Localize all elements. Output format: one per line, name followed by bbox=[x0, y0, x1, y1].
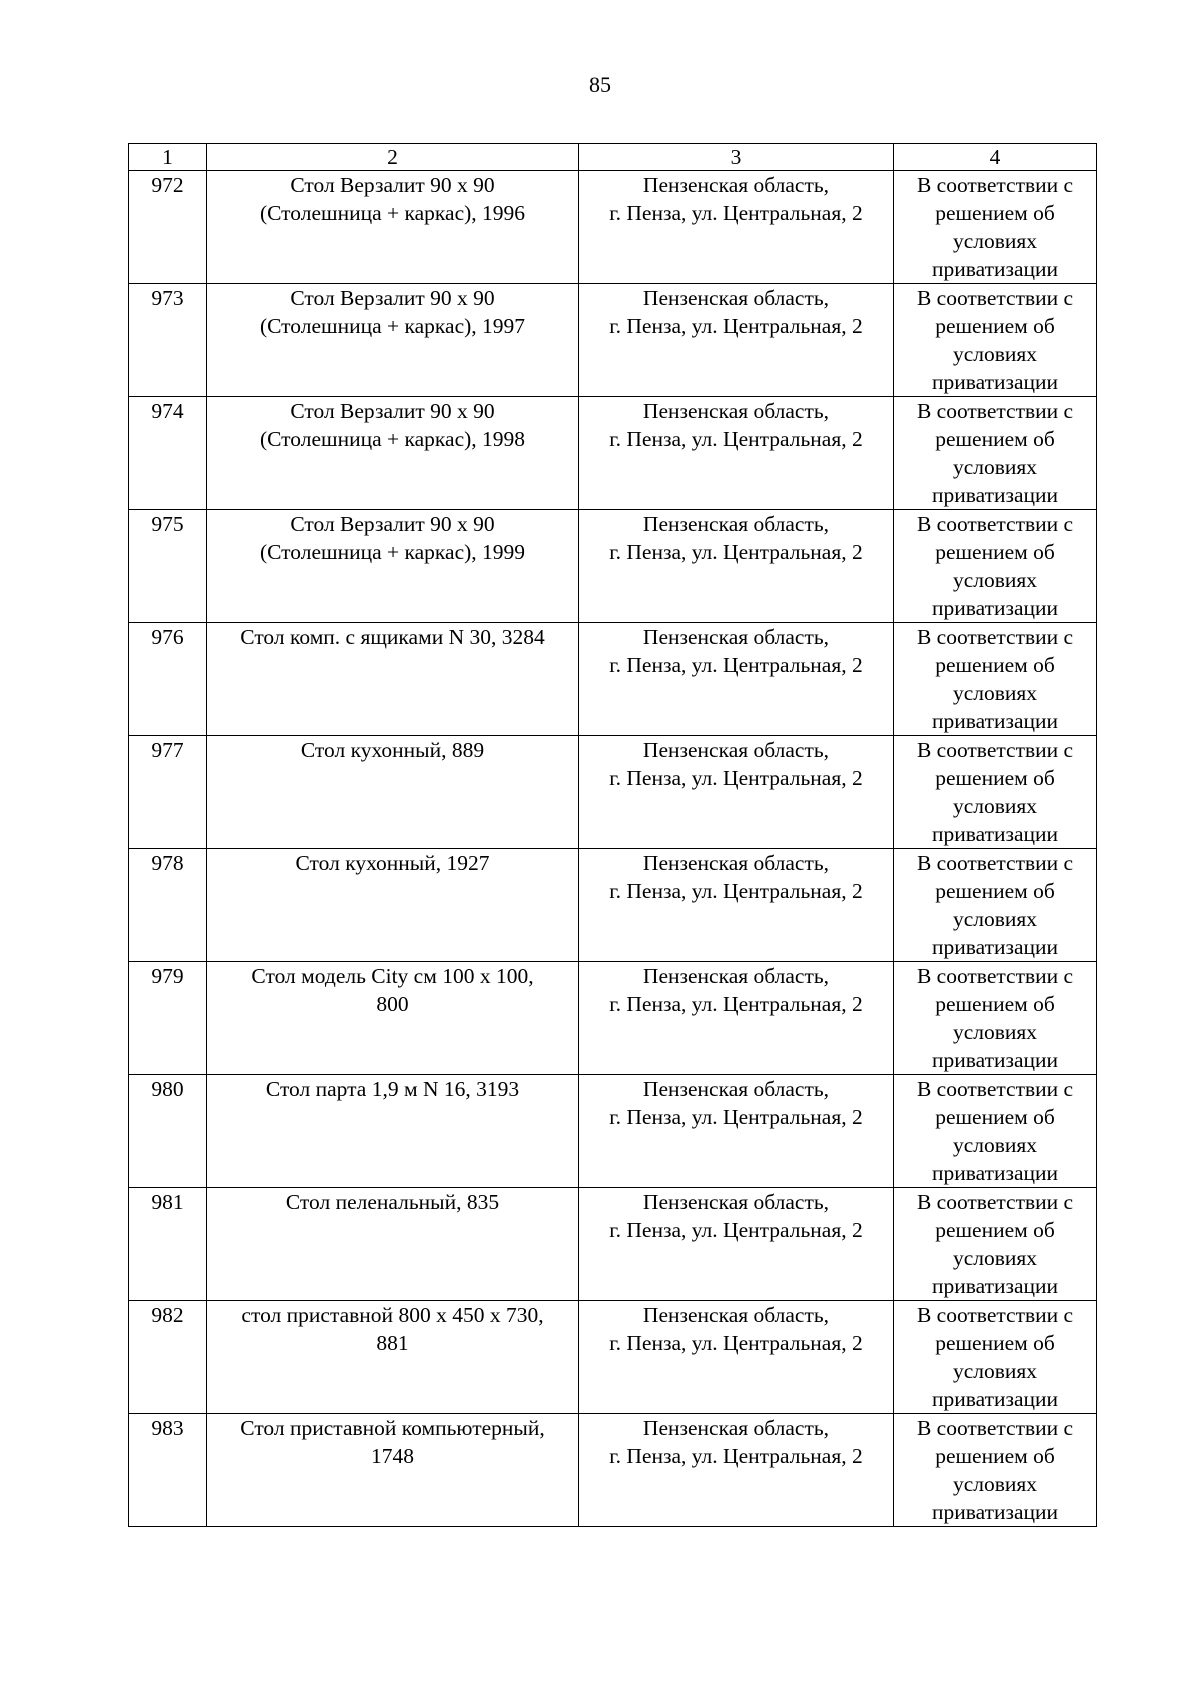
table-header bbox=[129, 144, 1097, 171]
table-row bbox=[129, 736, 1097, 849]
column-header-4: 4 bbox=[894, 144, 1097, 171]
item-name-line: Стол кухонный, 1927 bbox=[295, 851, 490, 875]
item-name-cell bbox=[207, 849, 579, 962]
terms-line: приватизации bbox=[931, 1387, 1059, 1411]
address-cell bbox=[579, 849, 894, 962]
item-name-line: 800 bbox=[376, 992, 409, 1016]
terms-line: решением об bbox=[935, 766, 1055, 790]
terms-line: приватизации bbox=[931, 1274, 1059, 1298]
terms-cell bbox=[894, 849, 1097, 962]
terms-line: приватизации bbox=[931, 1500, 1059, 1524]
terms-cell bbox=[894, 397, 1097, 510]
address-line: Пензенская область, bbox=[642, 738, 830, 762]
row-number-cell: 980 bbox=[129, 1075, 207, 1188]
terms-line: решением об bbox=[935, 1331, 1055, 1355]
table-row bbox=[129, 397, 1097, 510]
address-line: Пензенская область, bbox=[642, 1190, 830, 1214]
terms-line: условиях bbox=[952, 1472, 1038, 1496]
address-line: г. Пенза, ул. Центральная, 2 bbox=[609, 427, 863, 451]
header-row bbox=[129, 144, 1097, 171]
terms-line: условиях bbox=[952, 1020, 1038, 1044]
address-line: Пензенская область, bbox=[642, 173, 830, 197]
item-name-line: 881 bbox=[376, 1331, 409, 1355]
item-name-line: Стол Верзалит 90 х 90 bbox=[290, 286, 495, 310]
row-number-cell: 977 bbox=[129, 736, 207, 849]
item-name-line: Стол Верзалит 90 х 90 bbox=[290, 399, 495, 423]
terms-line: приватизации bbox=[931, 822, 1059, 846]
row-number-cell: 972 bbox=[129, 171, 207, 284]
terms-line: решением об bbox=[935, 540, 1055, 564]
terms-line: В соответствии с bbox=[916, 399, 1074, 423]
table-body bbox=[129, 171, 1097, 1527]
column-header-2: 2 bbox=[207, 144, 579, 171]
address-line: г. Пенза, ул. Центральная, 2 bbox=[609, 992, 863, 1016]
item-name-line: (Столешница + каркас), 1998 bbox=[259, 427, 526, 451]
address-line: г. Пенза, ул. Центральная, 2 bbox=[609, 1444, 863, 1468]
terms-line: условиях bbox=[952, 1246, 1038, 1270]
page-number: 85 bbox=[589, 72, 611, 97]
terms-line: решением об bbox=[935, 879, 1055, 903]
column-header-1: 1 bbox=[129, 144, 207, 171]
terms-line: В соответствии с bbox=[916, 512, 1074, 536]
terms-line: приватизации bbox=[931, 370, 1059, 394]
address-line: г. Пенза, ул. Центральная, 2 bbox=[609, 1331, 863, 1355]
terms-line: решением об bbox=[935, 427, 1055, 451]
address-cell bbox=[579, 1188, 894, 1301]
row-number-cell: 973 bbox=[129, 284, 207, 397]
item-name-line: (Столешница + каркас), 1996 bbox=[259, 201, 526, 225]
terms-cell bbox=[894, 736, 1097, 849]
terms-line: условиях bbox=[952, 794, 1038, 818]
terms-line: решением об bbox=[935, 653, 1055, 677]
terms-line: В соответствии с bbox=[916, 1190, 1074, 1214]
item-name-line: (Столешница + каркас), 1997 bbox=[259, 314, 526, 338]
address-line: г. Пенза, ул. Центральная, 2 bbox=[609, 653, 863, 677]
item-name-line: Стол парта 1,9 м N 16, 3193 bbox=[265, 1077, 520, 1101]
terms-line: В соответствии с bbox=[916, 738, 1074, 762]
address-line: г. Пенза, ул. Центральная, 2 bbox=[609, 314, 863, 338]
address-cell bbox=[579, 1414, 894, 1527]
table-row bbox=[129, 510, 1097, 623]
terms-cell bbox=[894, 962, 1097, 1075]
column-header-3: 3 bbox=[579, 144, 894, 171]
row-number-cell: 978 bbox=[129, 849, 207, 962]
terms-line: В соответствии с bbox=[916, 1416, 1074, 1440]
table-row bbox=[129, 284, 1097, 397]
table-row bbox=[129, 171, 1097, 284]
row-number-cell: 981 bbox=[129, 1188, 207, 1301]
terms-line: условиях bbox=[952, 907, 1038, 931]
terms-line: приватизации bbox=[931, 935, 1059, 959]
item-name-cell bbox=[207, 397, 579, 510]
terms-line: условиях bbox=[952, 1133, 1038, 1157]
item-name-cell bbox=[207, 1414, 579, 1527]
terms-cell bbox=[894, 284, 1097, 397]
address-line: Пензенская область, bbox=[642, 512, 830, 536]
item-name-cell bbox=[207, 171, 579, 284]
terms-line: условиях bbox=[952, 229, 1038, 253]
terms-cell bbox=[894, 171, 1097, 284]
address-cell bbox=[579, 1075, 894, 1188]
terms-line: условиях bbox=[952, 568, 1038, 592]
address-cell bbox=[579, 962, 894, 1075]
item-name-line: Стол комп. с ящиками N 30, 3284 bbox=[240, 625, 545, 649]
terms-line: приватизации bbox=[931, 1048, 1059, 1072]
address-line: Пензенская область, bbox=[642, 1303, 830, 1327]
item-name-cell bbox=[207, 1188, 579, 1301]
terms-cell bbox=[894, 1188, 1097, 1301]
terms-line: решением об bbox=[935, 314, 1055, 338]
address-line: г. Пенза, ул. Центральная, 2 bbox=[609, 1218, 863, 1242]
terms-line: приватизации bbox=[931, 596, 1059, 620]
terms-cell bbox=[894, 510, 1097, 623]
table-row bbox=[129, 1075, 1097, 1188]
item-name-line: (Столешница + каркас), 1999 bbox=[259, 540, 526, 564]
address-line: Пензенская область, bbox=[642, 1077, 830, 1101]
terms-line: решением об bbox=[935, 1218, 1055, 1242]
terms-line: приватизации bbox=[931, 1161, 1059, 1185]
address-line: Пензенская область, bbox=[642, 851, 830, 875]
terms-cell bbox=[894, 1301, 1097, 1414]
address-cell bbox=[579, 1301, 894, 1414]
item-name-line: Стол пеленальный, 835 bbox=[285, 1190, 500, 1214]
terms-line: условиях bbox=[952, 681, 1038, 705]
item-name-line: Стол кухонный, 889 bbox=[300, 738, 485, 762]
row-number-cell: 976 bbox=[129, 623, 207, 736]
table-row bbox=[129, 1414, 1097, 1527]
item-name-cell bbox=[207, 623, 579, 736]
address-line: Пензенская область, bbox=[642, 625, 830, 649]
address-line: Пензенская область, bbox=[642, 286, 830, 310]
terms-line: приватизации bbox=[931, 483, 1059, 507]
terms-line: решением об bbox=[935, 1105, 1055, 1129]
table-row bbox=[129, 962, 1097, 1075]
table-row bbox=[129, 1188, 1097, 1301]
terms-line: решением об bbox=[935, 992, 1055, 1016]
address-line: г. Пенза, ул. Центральная, 2 bbox=[609, 766, 863, 790]
address-line: Пензенская область, bbox=[642, 1416, 830, 1440]
terms-cell bbox=[894, 623, 1097, 736]
row-number-cell: 974 bbox=[129, 397, 207, 510]
item-name-line: Стол приставной компьютерный, bbox=[240, 1416, 545, 1440]
terms-line: В соответствии с bbox=[916, 851, 1074, 875]
terms-line: решением об bbox=[935, 201, 1055, 225]
address-line: Пензенская область, bbox=[642, 964, 830, 988]
address-line: г. Пенза, ул. Центральная, 2 bbox=[609, 201, 863, 225]
terms-line: решением об bbox=[935, 1444, 1055, 1468]
address-cell bbox=[579, 284, 894, 397]
address-cell bbox=[579, 623, 894, 736]
terms-line: условиях bbox=[952, 1359, 1038, 1383]
terms-line: приватизации bbox=[931, 257, 1059, 281]
address-cell bbox=[579, 397, 894, 510]
item-name-cell bbox=[207, 1301, 579, 1414]
address-line: г. Пенза, ул. Центральная, 2 bbox=[609, 540, 863, 564]
row-number-cell: 982 bbox=[129, 1301, 207, 1414]
terms-cell bbox=[894, 1075, 1097, 1188]
item-name-cell bbox=[207, 962, 579, 1075]
terms-line: В соответствии с bbox=[916, 1303, 1074, 1327]
table-row bbox=[129, 1301, 1097, 1414]
terms-line: В соответствии с bbox=[916, 286, 1074, 310]
terms-cell bbox=[894, 1414, 1097, 1527]
address-cell bbox=[579, 736, 894, 849]
table-row bbox=[129, 623, 1097, 736]
property-table bbox=[128, 143, 1097, 1527]
address-line: г. Пенза, ул. Центральная, 2 bbox=[609, 879, 863, 903]
item-name-line: Стол Верзалит 90 х 90 bbox=[290, 173, 495, 197]
terms-line: приватизации bbox=[931, 709, 1059, 733]
terms-line: В соответствии с bbox=[916, 173, 1074, 197]
address-cell bbox=[579, 510, 894, 623]
terms-line: В соответствии с bbox=[916, 1077, 1074, 1101]
row-number-cell: 979 bbox=[129, 962, 207, 1075]
item-name-line: 1748 bbox=[371, 1444, 414, 1468]
item-name-line: стол приставной 800 х 450 х 730, bbox=[241, 1303, 544, 1327]
item-name-line: Стол Верзалит 90 х 90 bbox=[290, 512, 495, 536]
item-name-cell bbox=[207, 1075, 579, 1188]
terms-line: В соответствии с bbox=[916, 964, 1074, 988]
item-name-line: Стол модель City см 100 х 100, bbox=[251, 964, 534, 988]
item-name-cell bbox=[207, 736, 579, 849]
terms-line: В соответствии с bbox=[916, 625, 1074, 649]
item-name-cell bbox=[207, 284, 579, 397]
address-line: Пензенская область, bbox=[642, 399, 830, 423]
terms-line: условиях bbox=[952, 455, 1038, 479]
item-name-cell bbox=[207, 510, 579, 623]
terms-line: условиях bbox=[952, 342, 1038, 366]
address-line: г. Пенза, ул. Центральная, 2 bbox=[609, 1105, 863, 1129]
row-number-cell: 983 bbox=[129, 1414, 207, 1527]
address-cell bbox=[579, 171, 894, 284]
row-number-cell: 975 bbox=[129, 510, 207, 623]
table-row bbox=[129, 849, 1097, 962]
